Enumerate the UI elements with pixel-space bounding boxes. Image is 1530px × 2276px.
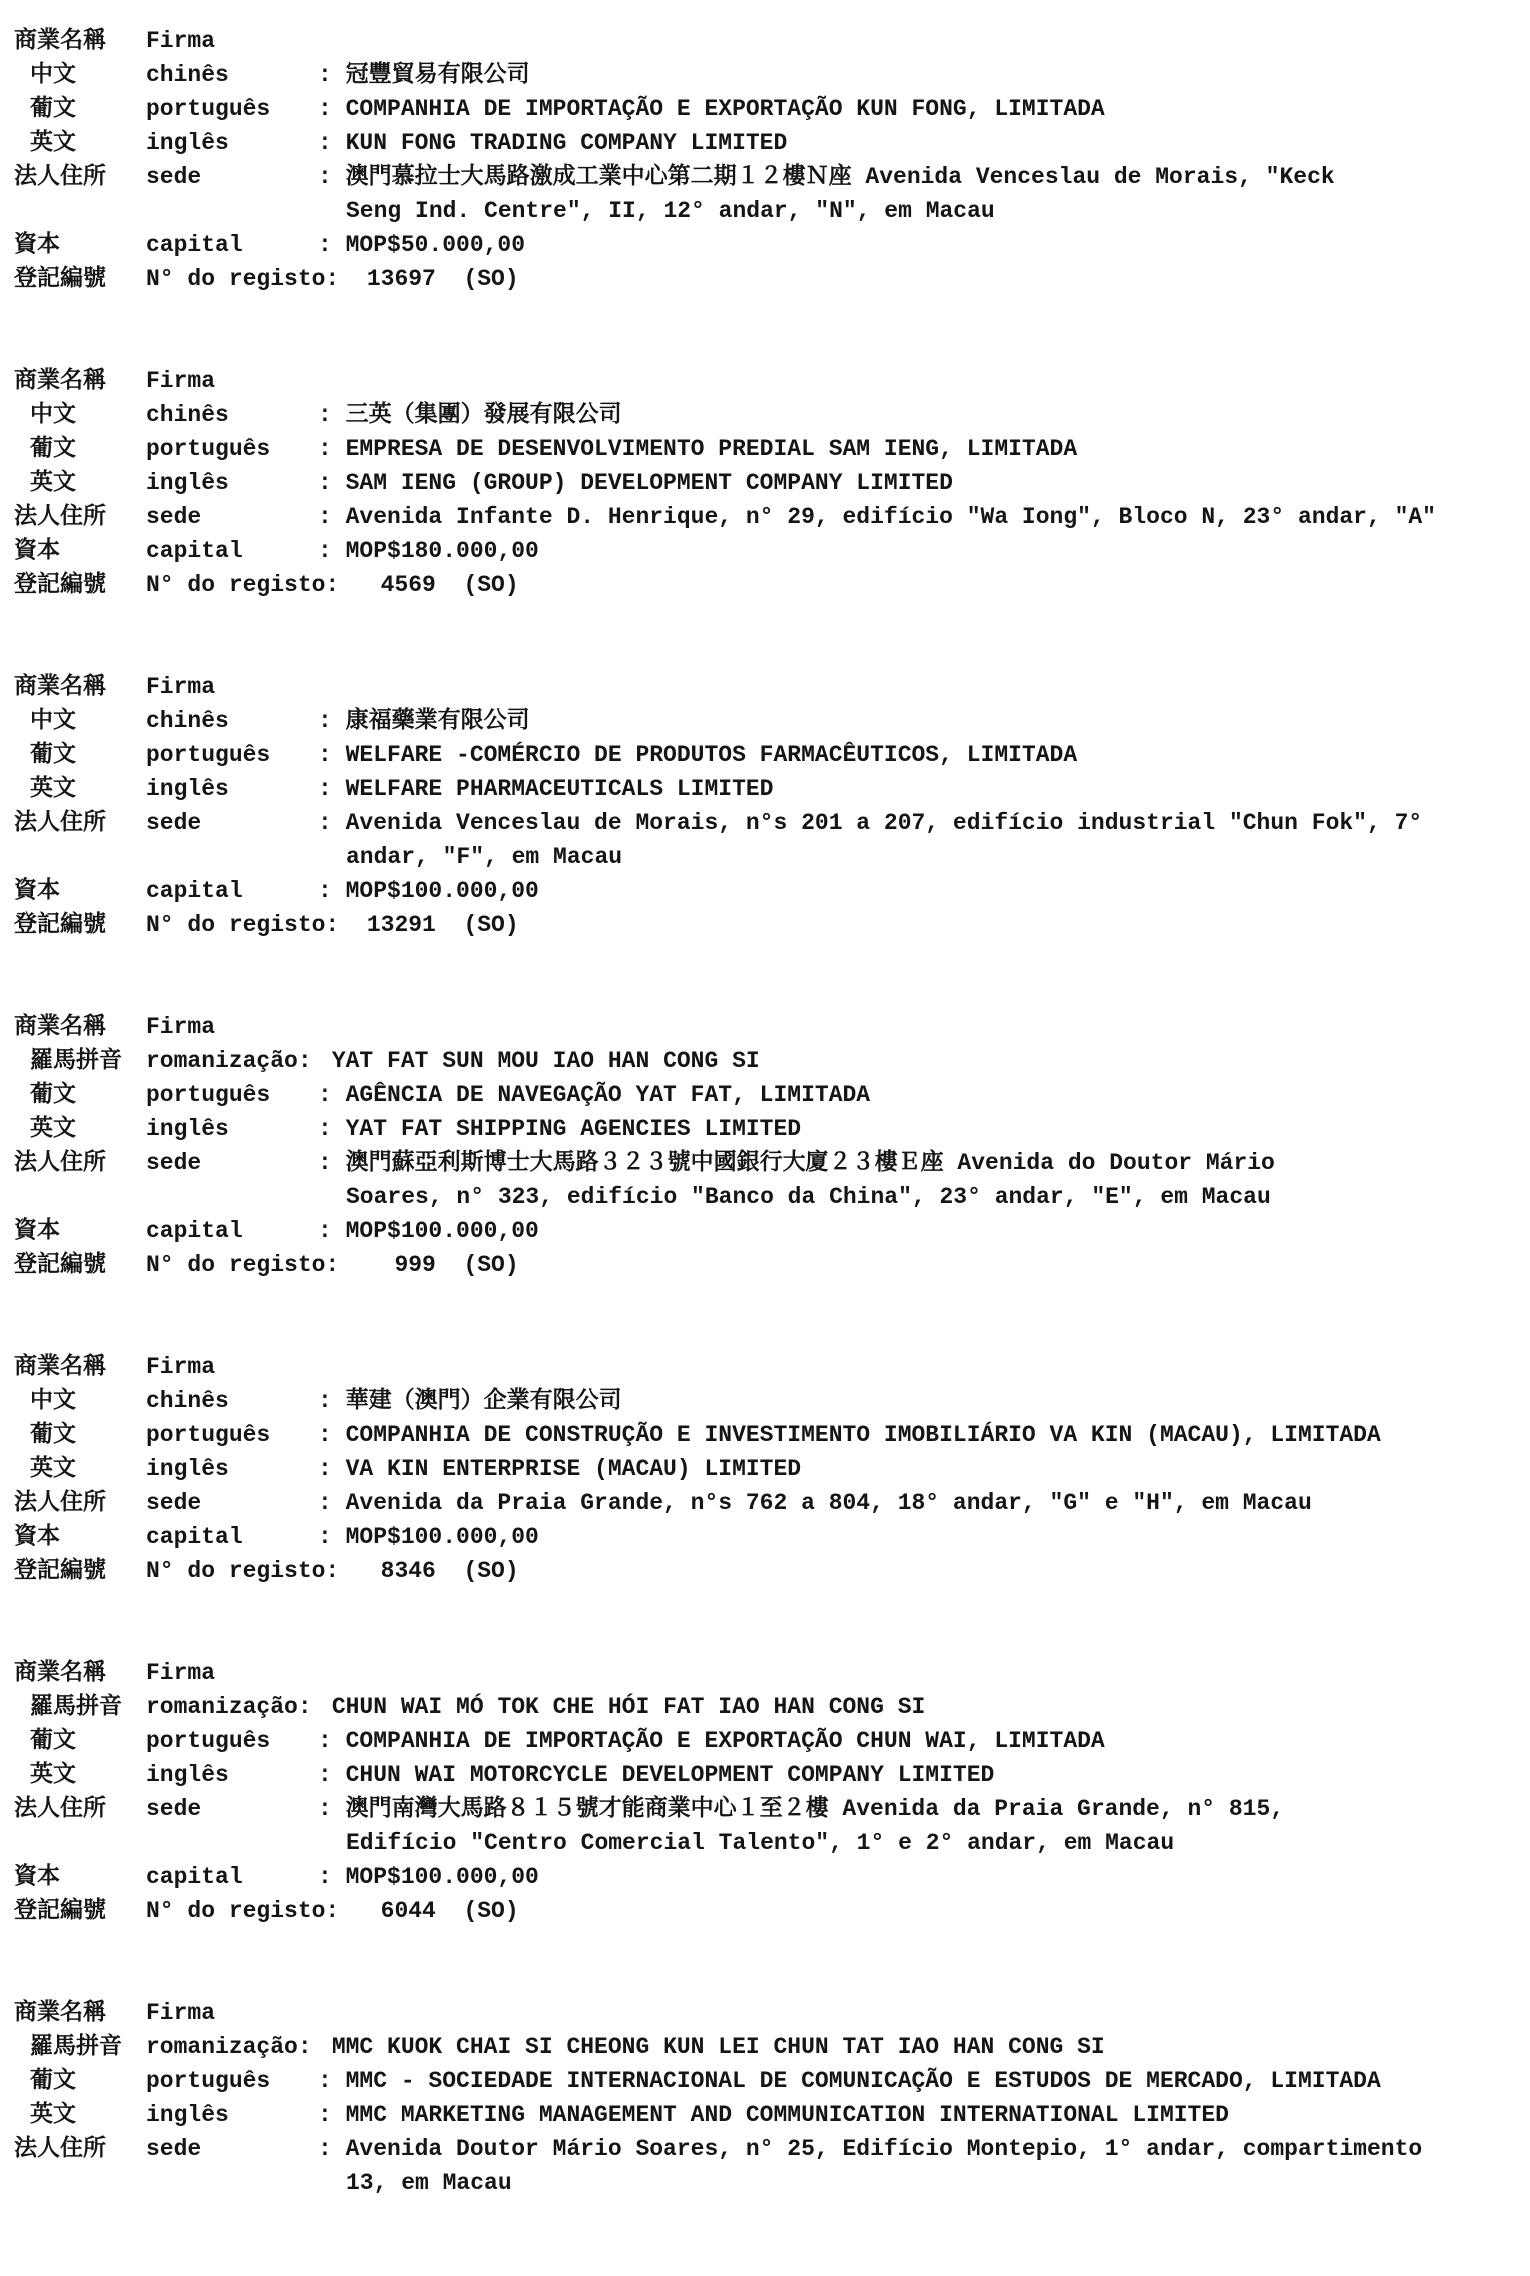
label-pt: capital [146, 1864, 243, 1890]
label-pt: N° do registo: [146, 912, 340, 938]
field-value-text: MOP$100.000,00 [345, 878, 539, 904]
colon-separator: : [318, 1796, 346, 1822]
field-value-line [318, 1860, 1520, 1894]
label-pt: chinês [146, 402, 229, 428]
label-pt: inglês [146, 1762, 229, 1788]
label-pt: Firma [146, 28, 216, 54]
field-value-line [318, 398, 1520, 432]
label-zh: 英文 [30, 776, 76, 802]
label-pt: sede [146, 504, 202, 530]
label-pt: sede [146, 1796, 202, 1822]
label-zh: 中文 [30, 402, 76, 428]
field-value-line [318, 1418, 1520, 1452]
colon-separator: : [318, 1082, 346, 1108]
label-zh: 葡文 [30, 436, 76, 462]
field-value-line [318, 1724, 1520, 1758]
label-pt: Firma [146, 1660, 216, 1686]
field-value-line [318, 92, 1520, 126]
entry-field-row [14, 432, 1520, 466]
label-zh: 登記編號 [14, 266, 106, 292]
field-value-text: WELFARE -COMÉRCIO DE PRODUTOS FARMACÊUTICOS, LIMITADA [345, 742, 1078, 768]
label-zh: 英文 [30, 1456, 76, 1482]
entry-field-row [14, 704, 1520, 738]
label-pt: português [146, 742, 271, 768]
label-pt: português [146, 1082, 271, 1108]
field-value-line [318, 704, 1520, 738]
label-zh: 商業名稱 [14, 28, 106, 54]
field-value-text: YAT FAT SHIPPING AGENCIES LIMITED [345, 1116, 802, 1142]
entry-field-row [14, 1078, 1520, 1112]
field-value-text: VA KIN ENTERPRISE (MACAU) LIMITED [345, 1456, 802, 1482]
field-value [318, 2098, 1520, 2132]
label-zh: 資本 [14, 232, 60, 258]
field-value-text: MOP$100.000,00 [345, 1864, 539, 1890]
colon-separator: : [318, 2102, 346, 2128]
field-value-text: Avenida Infante D. Henrique, n° 29, edifício "Wa Iong", Bloco N, 23° andar, "A" [345, 504, 1436, 530]
field-value-line [318, 160, 1520, 194]
label-zh: 中文 [30, 62, 76, 88]
label-pt: Firma [146, 1354, 216, 1380]
label-zh: 登記編號 [14, 572, 106, 598]
field-value [318, 432, 1520, 466]
colon-separator [318, 2034, 332, 2060]
field-value [318, 1860, 1520, 1894]
label-pt: português [146, 96, 271, 122]
entry-field-row [14, 126, 1520, 160]
entry-field-row [14, 92, 1520, 126]
label-pt: N° do registo: [146, 1558, 340, 1584]
label-zh: 法人住所 [14, 2136, 106, 2162]
label-pt: inglês [146, 2102, 229, 2128]
field-value [318, 772, 1520, 806]
registry-number-row [14, 1248, 1520, 1282]
label-zh: 英文 [30, 2102, 76, 2128]
field-value-text: AGÊNCIA DE NAVEGAÇÃO YAT FAT, LIMITADA [345, 1082, 871, 1108]
field-value [318, 2030, 1520, 2064]
company-entry [14, 1350, 1520, 1588]
entry-field-row [14, 1418, 1520, 1452]
colon-separator: : [318, 1524, 346, 1550]
field-value-line [318, 1486, 1520, 1520]
field-value [318, 1044, 1520, 1078]
field-value [318, 534, 1520, 568]
field-value-line [318, 1690, 1520, 1724]
entry-field-row [14, 1452, 1520, 1486]
field-value [318, 228, 1520, 262]
label-zh: 羅馬拼音 [30, 1694, 122, 1720]
field-value-text: MOP$50.000,00 [345, 232, 526, 258]
entry-field-row [14, 466, 1520, 500]
label-zh: 商業名稱 [14, 674, 106, 700]
label-pt: capital [146, 1524, 243, 1550]
entry-field-row [14, 58, 1520, 92]
label-zh: 商業名稱 [14, 2000, 106, 2026]
field-value-text: MOP$100.000,00 [345, 1218, 539, 1244]
field-value [318, 466, 1520, 500]
field-value [318, 1452, 1520, 1486]
label-zh: 資本 [14, 1864, 60, 1890]
entry-field-row [14, 1860, 1520, 1894]
entry-field-row [14, 2064, 1520, 2098]
label-pt: sede [146, 1490, 202, 1516]
label-zh: 登記編號 [14, 912, 106, 938]
field-value [318, 1520, 1520, 1554]
field-value-text: EMPRESA DE DESENVOLVIMENTO PREDIAL SAM IENG, LIMITADA [345, 436, 1078, 462]
colon-separator: : [318, 62, 346, 88]
field-value-text: 澳門蘇亞利斯博士大馬路３２３號中國銀行大廈２３樓Ｅ座 Avenida do Doutor Mário [345, 1150, 1275, 1176]
field-value-line [318, 2064, 1520, 2098]
field-value [318, 126, 1520, 160]
entry-field-row [14, 874, 1520, 908]
field-value-text: KUN FONG TRADING COMPANY LIMITED [345, 130, 788, 156]
label-zh: 登記編號 [14, 1898, 106, 1924]
field-value-text: Avenida da Praia Grande, n°s 762 a 804, 18° andar, "G" e "H", em Macau [345, 1490, 1312, 1516]
field-value-line [318, 466, 1520, 500]
colon-separator: : [318, 402, 346, 428]
field-value-text: COMPANHIA DE IMPORTAÇÃO E EXPORTAÇÃO KUN FONG, LIMITADA [345, 96, 1105, 122]
field-value-text: MMC KUOK CHAI SI CHEONG KUN LEI CHUN TAT IAO HAN CONG SI [331, 2034, 1105, 2060]
label-zh: 商業名稱 [14, 368, 106, 394]
label-zh: 英文 [30, 1116, 76, 1142]
entry-field-row [14, 500, 1520, 534]
entry-field-row [14, 1146, 1520, 1214]
field-value-text: Avenida Venceslau de Morais, n°s 201 a 207, edifício industrial "Chun Fok", 7° [345, 810, 1423, 836]
field-value [318, 1146, 1520, 1214]
label-zh: 資本 [14, 538, 60, 564]
field-value-line [318, 1520, 1520, 1554]
colon-separator: : [318, 776, 346, 802]
colon-separator: : [318, 1422, 346, 1448]
field-value-continuation: Seng Ind. Centre", II, 12° andar, "N", em Macau [346, 198, 995, 224]
label-pt: Firma [146, 674, 216, 700]
colon-separator: : [318, 470, 346, 496]
label-zh: 法人住所 [14, 1490, 106, 1516]
field-value-text: COMPANHIA DE IMPORTAÇÃO E EXPORTAÇÃO CHUN WAI, LIMITADA [345, 1728, 1105, 1754]
field-value [318, 1078, 1520, 1112]
entry-header-row [14, 24, 1520, 58]
field-value [318, 1384, 1520, 1418]
colon-separator: : [318, 810, 346, 836]
field-value-text: 華建（澳門）企業有限公司 [345, 1388, 622, 1414]
field-value-line [318, 500, 1520, 534]
field-value-line [318, 874, 1520, 908]
field-value-text: MMC - SOCIEDADE INTERNACIONAL DE COMUNICAÇÃO E ESTUDOS DE MERCADO, LIMITADA [345, 2068, 1381, 2094]
field-value [318, 398, 1520, 432]
field-value [318, 1724, 1520, 1758]
field-value-text: 三英（集團）發展有限公司 [345, 402, 622, 428]
field-value-text: SAM IENG (GROUP) DEVELOPMENT COMPANY LIMITED [345, 470, 953, 496]
colon-separator: : [318, 1456, 346, 1482]
label-pt: português [146, 1422, 271, 1448]
label-pt: N° do registo: [146, 572, 340, 598]
field-value-line [318, 1452, 1520, 1486]
entry-field-row [14, 534, 1520, 568]
registry-number-row [14, 262, 1520, 296]
label-pt: capital [146, 1218, 243, 1244]
field-value-text: COMPANHIA DE CONSTRUÇÃO E INVESTIMENTO IMOBILIÁRIO VA KIN (MACAU), LIMITADA [345, 1422, 1381, 1448]
field-value-line [318, 1758, 1520, 1792]
label-pt: romanização: [146, 1694, 312, 1720]
label-zh: 法人住所 [14, 164, 106, 190]
field-value-line [318, 534, 1520, 568]
entry-field-row [14, 1520, 1520, 1554]
field-value-line [318, 2132, 1520, 2166]
label-zh: 葡文 [30, 742, 76, 768]
entry-field-row [14, 1690, 1520, 1724]
field-value-line [318, 126, 1520, 160]
entry-header-row [14, 1350, 1520, 1384]
field-value-line [318, 2030, 1520, 2064]
colon-separator: : [318, 504, 346, 530]
field-value-text: MMC MARKETING MANAGEMENT AND COMMUNICATION INTERNATIONAL LIMITED [345, 2102, 1229, 2128]
field-value-continuation: Soares, n° 323, edifício "Banco da China", 23° andar, "E", em Macau [346, 1184, 1271, 1210]
field-value-text: 澳門南灣大馬路８１５號才能商業中心１至２樓 Avenida da Praia Grande, n° 815, [345, 1796, 1285, 1822]
entry-field-row [14, 2030, 1520, 2064]
field-value-continuation: Edifício "Centro Comercial Talento", 1° e 2° andar, em Macau [346, 1830, 1175, 1856]
entry-field-row [14, 1724, 1520, 1758]
colon-separator: : [318, 742, 346, 768]
colon-separator: : [318, 1388, 346, 1414]
entry-header-row [14, 1010, 1520, 1044]
registry-number-value: 8346 (SO) [339, 1558, 519, 1584]
entry-field-row [14, 1214, 1520, 1248]
field-value [318, 704, 1520, 738]
entry-field-row [14, 1044, 1520, 1078]
colon-separator: : [318, 1490, 346, 1516]
registry-number-value: 6044 (SO) [339, 1898, 519, 1924]
label-pt: inglês [146, 130, 229, 156]
colon-separator: : [318, 538, 346, 564]
label-zh: 英文 [30, 1762, 76, 1788]
label-pt: inglês [146, 1116, 229, 1142]
label-zh: 羅馬拼音 [30, 1048, 122, 1074]
label-zh: 葡文 [30, 96, 76, 122]
field-value-text: 康福藥業有限公司 [345, 708, 530, 734]
label-pt: sede [146, 164, 202, 190]
registry-number-value: 13697 (SO) [339, 266, 519, 292]
field-value-line [318, 1044, 1520, 1078]
label-pt: capital [146, 538, 243, 564]
label-pt: sede [146, 810, 202, 836]
registry-number-value: 4569 (SO) [339, 572, 519, 598]
colon-separator: : [318, 1864, 346, 1890]
company-entry [14, 24, 1520, 296]
colon-separator [318, 1048, 332, 1074]
company-entry [14, 1996, 1520, 2200]
colon-separator: : [318, 1218, 346, 1244]
entry-field-row [14, 398, 1520, 432]
field-value-line [318, 2098, 1520, 2132]
field-value-text: WELFARE PHARMACEUTICALS LIMITED [345, 776, 774, 802]
label-pt: português [146, 2068, 271, 2094]
field-value-line [318, 1792, 1520, 1826]
field-value-continuation: andar, "F", em Macau [346, 844, 623, 870]
field-value [318, 1690, 1520, 1724]
label-pt: português [146, 436, 271, 462]
entry-field-row [14, 160, 1520, 228]
label-pt: Firma [146, 2000, 216, 2026]
label-zh: 法人住所 [14, 1150, 106, 1176]
field-value-continuation: 13, em Macau [346, 2170, 512, 2196]
field-value-text: CHUN WAI MÓ TOK CHE HÓI FAT IAO HAN CONG SI [331, 1694, 926, 1720]
entry-field-row [14, 1486, 1520, 1520]
registry-number-row [14, 908, 1520, 942]
entry-header-row [14, 1656, 1520, 1690]
entry-field-row [14, 772, 1520, 806]
colon-separator: : [318, 1150, 346, 1176]
label-pt: inglês [146, 1456, 229, 1482]
label-zh: 登記編號 [14, 1252, 106, 1278]
colon-separator: : [318, 2136, 346, 2162]
field-value-line [318, 1078, 1520, 1112]
label-zh: 法人住所 [14, 1796, 106, 1822]
field-value-text: CHUN WAI MOTORCYCLE DEVELOPMENT COMPANY LIMITED [345, 1762, 995, 1788]
field-value [318, 1418, 1520, 1452]
label-pt: inglês [146, 470, 229, 496]
entry-field-row [14, 1384, 1520, 1418]
label-zh: 羅馬拼音 [30, 2034, 122, 2060]
entry-field-row [14, 806, 1520, 874]
company-entry [14, 1656, 1520, 1928]
label-pt: N° do registo: [146, 266, 340, 292]
label-pt: inglês [146, 776, 229, 802]
field-value-line [318, 738, 1520, 772]
field-value-text: Avenida Doutor Mário Soares, n° 25, Edifício Montepio, 1° andar, compartimento [345, 2136, 1423, 2162]
field-value [318, 500, 1520, 534]
label-pt: romanização: [146, 2034, 312, 2060]
field-value [318, 58, 1520, 92]
label-zh: 資本 [14, 878, 60, 904]
label-pt: Firma [146, 1014, 216, 1040]
field-value [318, 1792, 1520, 1860]
entry-field-row [14, 738, 1520, 772]
field-value-line [318, 1214, 1520, 1248]
label-zh: 商業名稱 [14, 1354, 106, 1380]
colon-separator: : [318, 130, 346, 156]
label-zh: 商業名稱 [14, 1660, 106, 1686]
label-zh: 登記編號 [14, 1558, 106, 1584]
field-value-line [318, 58, 1520, 92]
colon-separator: : [318, 436, 346, 462]
label-pt: N° do registo: [146, 1898, 340, 1924]
label-zh: 中文 [30, 708, 76, 734]
colon-separator: : [318, 708, 346, 734]
colon-separator: : [318, 96, 346, 122]
entry-field-row [14, 2098, 1520, 2132]
label-pt: português [146, 1728, 271, 1754]
colon-separator: : [318, 2068, 346, 2094]
field-value [318, 2064, 1520, 2098]
registry-document-page [14, 24, 1520, 2200]
field-value-text: 澳門慕拉士大馬路激成工業中心第二期１２樓Ｎ座 Avenida Venceslau de Morais, "Keck [345, 164, 1335, 190]
field-value [318, 806, 1520, 874]
colon-separator: : [318, 164, 346, 190]
registry-number-value: 999 (SO) [339, 1252, 519, 1278]
label-zh: 英文 [30, 470, 76, 496]
field-value-line [318, 1146, 1520, 1180]
entry-field-row [14, 2132, 1520, 2200]
field-value-line [318, 772, 1520, 806]
field-value [318, 1758, 1520, 1792]
label-pt: capital [146, 878, 243, 904]
field-value [318, 160, 1520, 228]
label-pt: sede [146, 2136, 202, 2162]
registry-number-row [14, 1554, 1520, 1588]
label-zh: 英文 [30, 130, 76, 156]
field-value-text: MOP$180.000,00 [345, 538, 539, 564]
field-value-text: 冠豐貿易有限公司 [345, 62, 530, 88]
label-zh: 法人住所 [14, 810, 106, 836]
label-zh: 資本 [14, 1218, 60, 1244]
colon-separator: : [318, 232, 346, 258]
entry-header-row [14, 670, 1520, 704]
field-value-text: MOP$100.000,00 [345, 1524, 539, 1550]
entry-header-row [14, 1996, 1520, 2030]
field-value-line [318, 1384, 1520, 1418]
label-pt: capital [146, 232, 243, 258]
field-value [318, 738, 1520, 772]
registry-number-row [14, 1894, 1520, 1928]
label-pt: romanização: [146, 1048, 312, 1074]
field-value-line [318, 432, 1520, 466]
field-value [318, 2132, 1520, 2200]
field-value-line [318, 1112, 1520, 1146]
company-entry [14, 364, 1520, 602]
registry-number-row [14, 568, 1520, 602]
field-value-line [318, 806, 1520, 840]
label-zh: 葡文 [30, 1728, 76, 1754]
label-zh: 葡文 [30, 2068, 76, 2094]
field-value [318, 1112, 1520, 1146]
registry-number-value: 13291 (SO) [339, 912, 519, 938]
field-value-text: YAT FAT SUN MOU IAO HAN CONG SI [331, 1048, 760, 1074]
label-zh: 葡文 [30, 1082, 76, 1108]
field-value [318, 1214, 1520, 1248]
entry-field-row [14, 1112, 1520, 1146]
colon-separator: : [318, 1116, 346, 1142]
label-zh: 中文 [30, 1388, 76, 1414]
label-zh: 法人住所 [14, 504, 106, 530]
colon-separator [318, 1694, 332, 1720]
label-zh: 商業名稱 [14, 1014, 106, 1040]
colon-separator: : [318, 1762, 346, 1788]
label-pt: chinês [146, 1388, 229, 1414]
field-value [318, 92, 1520, 126]
colon-separator: : [318, 878, 346, 904]
entry-field-row [14, 1758, 1520, 1792]
field-value-line [318, 228, 1520, 262]
label-pt: Firma [146, 368, 216, 394]
field-value [318, 1486, 1520, 1520]
entry-field-row [14, 1792, 1520, 1860]
label-pt: chinês [146, 708, 229, 734]
label-pt: chinês [146, 62, 229, 88]
colon-separator: : [318, 1728, 346, 1754]
label-zh: 資本 [14, 1524, 60, 1550]
entry-header-row [14, 364, 1520, 398]
company-entry [14, 670, 1520, 942]
label-pt: N° do registo: [146, 1252, 340, 1278]
entry-field-row [14, 228, 1520, 262]
label-pt: sede [146, 1150, 202, 1176]
company-entry [14, 1010, 1520, 1282]
field-value [318, 874, 1520, 908]
label-zh: 葡文 [30, 1422, 76, 1448]
